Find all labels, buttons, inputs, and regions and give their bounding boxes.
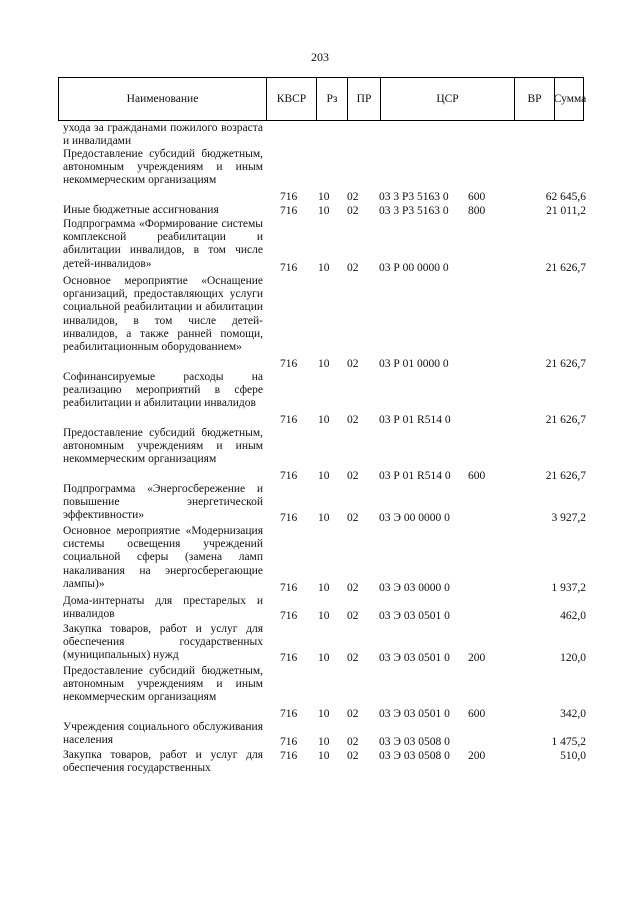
row-csr: 03 Э 03 0000 0 xyxy=(379,581,450,594)
row-pr: 02 xyxy=(347,190,359,203)
row-sum: 21 011,2 xyxy=(546,204,586,217)
row-csr: 03 Э 03 0501 0 xyxy=(379,651,450,664)
row-rz: 10 xyxy=(318,609,330,622)
row-kvsr: 716 xyxy=(280,413,298,426)
table-body xyxy=(0,122,640,777)
row-kvsr: 716 xyxy=(280,651,298,664)
row-rz: 10 xyxy=(318,413,330,426)
row-sum: 510,0 xyxy=(560,749,586,762)
row-kvsr: 716 xyxy=(280,609,298,622)
row-sum: 1 937,2 xyxy=(551,581,586,594)
row-sum: 1 475,2 xyxy=(551,735,586,748)
row-kvsr: 716 xyxy=(280,735,298,748)
row-name: Учреждения социального обслуживания населения xyxy=(63,721,263,747)
row-sum: 21 626,7 xyxy=(545,357,586,370)
header-csr: ЦСР xyxy=(380,78,514,120)
row-rz: 10 xyxy=(318,651,330,664)
page-number: 203 xyxy=(311,50,329,64)
row-sum: 21 626,7 xyxy=(545,469,586,482)
row-pr: 02 xyxy=(347,735,359,748)
row-pr: 02 xyxy=(347,707,359,720)
row-rz: 10 xyxy=(318,735,330,748)
row-name: ухода за гражданами пожилого возраста и инвалидами xyxy=(63,122,263,148)
row-rz: 10 xyxy=(318,749,330,762)
row-pr: 02 xyxy=(347,469,359,482)
table-row xyxy=(0,371,640,427)
row-name: Иные бюджетные ассигнования xyxy=(63,204,219,216)
row-csr: 03 Э 03 0508 0 xyxy=(379,749,450,762)
row-sum: 62 645,6 xyxy=(545,190,586,203)
row-csr: 03 3 Р3 5163 0 xyxy=(379,204,449,217)
row-rz: 10 xyxy=(318,581,330,594)
table-row xyxy=(0,665,640,721)
row-vr: 200 xyxy=(468,651,486,664)
row-csr: 03 Э 03 0508 0 xyxy=(379,735,450,748)
row-name: Закупка товаров, работ и услуг для обеспечения государственных xyxy=(63,749,263,775)
row-sum: 21 626,7 xyxy=(545,413,586,426)
row-kvsr: 716 xyxy=(280,204,298,217)
row-pr: 02 xyxy=(347,651,359,664)
row-rz: 10 xyxy=(318,511,330,524)
row-kvsr: 716 xyxy=(280,707,298,720)
row-rz: 10 xyxy=(318,261,330,274)
header-pr: ПР xyxy=(347,78,380,120)
row-rz: 10 xyxy=(318,357,330,370)
row-name: Предоставление субсидий бюджетным, автономным учреждениям и иным некоммерческим организациям xyxy=(63,148,263,187)
row-pr: 02 xyxy=(347,204,359,217)
row-rz: 10 xyxy=(318,707,330,720)
header-kvsr: КВСР xyxy=(266,78,316,120)
row-csr: 03 Р 00 0000 0 xyxy=(379,261,449,274)
row-csr: 03 Э 03 0501 0 xyxy=(379,609,450,622)
table-row xyxy=(0,204,640,218)
row-sum: 21 626,7 xyxy=(545,261,586,274)
row-kvsr: 716 xyxy=(280,469,298,482)
row-sum: 120,0 xyxy=(560,651,586,664)
table-row xyxy=(0,148,640,204)
table-row xyxy=(0,721,640,749)
row-csr: 03 Р 01 R514 0 xyxy=(379,469,451,482)
table-header xyxy=(58,77,587,121)
row-kvsr: 716 xyxy=(280,261,298,274)
row-pr: 02 xyxy=(347,581,359,594)
table-row xyxy=(0,595,640,623)
row-vr: 600 xyxy=(468,469,486,482)
row-kvsr: 716 xyxy=(280,357,298,370)
row-csr: 03 Р 01 0000 0 xyxy=(379,357,449,370)
row-pr: 02 xyxy=(347,511,359,524)
row-rz: 10 xyxy=(318,469,330,482)
table-row xyxy=(0,525,640,595)
row-pr: 02 xyxy=(347,609,359,622)
table-row xyxy=(0,749,640,777)
row-sum: 3 927,2 xyxy=(551,511,586,524)
table-row xyxy=(0,427,640,483)
row-sum: 342,0 xyxy=(560,707,586,720)
table-row xyxy=(0,218,640,275)
table-row xyxy=(0,275,640,371)
header-sum: Сумма xyxy=(554,78,585,120)
row-vr: 600 xyxy=(468,707,486,720)
row-kvsr: 716 xyxy=(280,190,298,203)
row-name: Закупка товаров, работ и услуг для обеспечения государственных (муниципальных) нужд xyxy=(63,623,263,662)
row-name: Софинансируемые расходы на реализацию мероприятий в сфере реабилитации и абилитации инвалидов xyxy=(63,371,263,410)
row-kvsr: 716 xyxy=(280,581,298,594)
row-name: Дома-интернаты для престарелых и инвалидов xyxy=(63,595,263,621)
row-name: Подпрограмма «Энергосбережение и повышение энергетической эффективности» xyxy=(63,483,263,522)
row-rz: 10 xyxy=(318,190,330,203)
table-row xyxy=(0,483,640,525)
row-csr: 03 Э 03 0501 0 xyxy=(379,707,450,720)
table-row xyxy=(0,623,640,665)
row-vr: 800 xyxy=(468,204,486,217)
row-csr: 03 3 Р3 5163 0 xyxy=(379,190,449,203)
row-vr: 200 xyxy=(468,749,486,762)
row-kvsr: 716 xyxy=(280,749,298,762)
header-name: Наименование xyxy=(126,93,199,105)
table-row xyxy=(0,122,640,148)
row-name: Предоставление субсидий бюджетным, автономным учреждениям и иным некоммерческим организациям xyxy=(63,427,263,466)
row-pr: 02 xyxy=(347,413,359,426)
row-pr: 02 xyxy=(347,749,359,762)
row-csr: 03 Р 01 R514 0 xyxy=(379,413,451,426)
row-name: Основное мероприятие «Оснащение организаций, предоставляющих услуги социальной реабилитации и абилитации инвалидов, в том числе детей-инвалидов, а также ранней помощи, реабилитационным оборудованием» xyxy=(63,275,263,354)
header-vr: ВР xyxy=(514,78,554,120)
row-sum: 462,0 xyxy=(560,609,586,622)
header-rz: Рз xyxy=(316,78,347,120)
row-csr: 03 Э 00 0000 0 xyxy=(379,511,450,524)
row-rz: 10 xyxy=(318,204,330,217)
row-kvsr: 716 xyxy=(280,511,298,524)
row-name: Предоставление субсидий бюджетным, автономным учреждениям и иным некоммерческим организациям xyxy=(63,665,263,704)
row-vr: 600 xyxy=(468,190,486,203)
row-pr: 02 xyxy=(347,261,359,274)
row-name: Основное мероприятие «Модернизация системы освещения учреждений социальной сферы (замена ламп накаливания на энергосберегающие лампы)» xyxy=(63,525,263,590)
row-name: Подпрограмма «Формирование системы комплексной реабилитации и абилитации инвалидов, в том числе детей-инвалидов» xyxy=(63,218,263,270)
row-pr: 02 xyxy=(347,357,359,370)
